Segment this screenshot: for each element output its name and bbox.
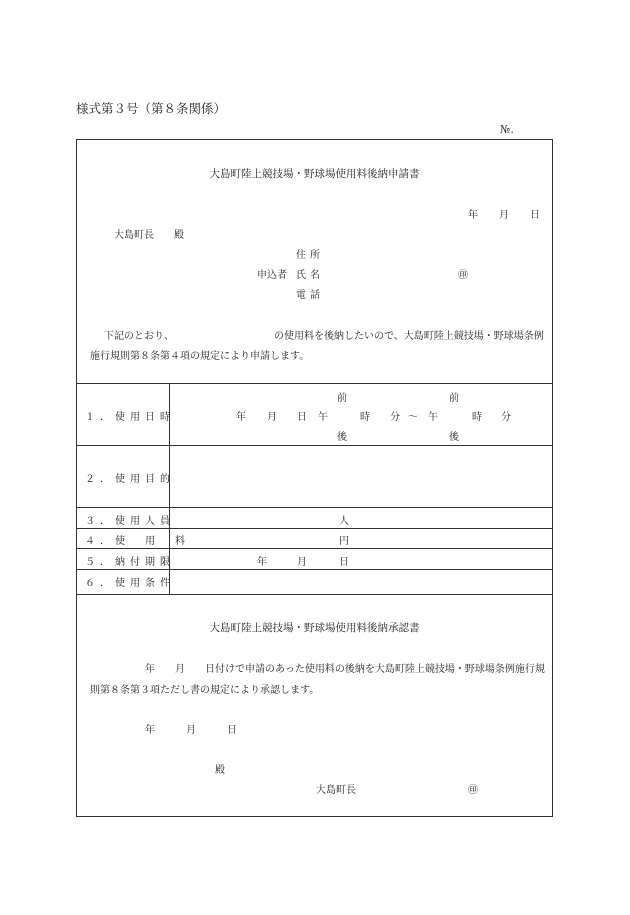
row-label-usage-fee: ４．使 用 料 — [85, 536, 190, 547]
approval-honorific: 殿 — [215, 765, 225, 776]
fee-unit: 円 — [339, 536, 349, 547]
addressee-honorific: 殿 — [174, 230, 184, 241]
row-divider — [77, 548, 552, 549]
time-range-tilde: 〜 — [408, 412, 418, 423]
approval-date-day: 日 — [227, 725, 237, 736]
application-date-year: 年 — [468, 210, 478, 221]
approval-title: 大島町陸上競技場・野球場使用料後納承認書 — [209, 622, 420, 634]
table-top-border — [77, 383, 552, 384]
start-am-label: 前 — [337, 393, 347, 404]
end-hour: 時 — [472, 412, 482, 423]
row-label-usage-people: ３．使用人員 — [85, 516, 175, 527]
datetime-month: 月 — [267, 412, 277, 423]
application-body-prefix: 下記のとおり、 — [104, 331, 174, 342]
row-label-usage-datetime: １．使用日時 — [85, 412, 175, 423]
applicant-seal: ㊞ — [458, 270, 468, 281]
end-minute: 分 — [501, 412, 511, 423]
approval-body-text: 日付けで申請のあった使用料の後納を大島町陸上競技場・野球場条例施行規 — [205, 664, 545, 675]
end-am-label: 前 — [449, 393, 459, 404]
row-label-payment-deadline: ５．納付期限 — [85, 557, 175, 568]
deadline-day: 日 — [339, 557, 349, 568]
application-title: 大島町陸上競技場・野球場使用料後納申請書 — [209, 168, 420, 180]
application-date-month: 月 — [499, 210, 509, 221]
applicant-label: 申込者 — [257, 270, 287, 281]
datetime-year: 年 — [236, 412, 246, 423]
addressee: 大島町長 — [114, 230, 154, 241]
start-minute: 分 — [390, 412, 400, 423]
row-label-usage-conditions: ６．使用条件 — [85, 578, 175, 589]
start-meridiem: 午 — [318, 412, 328, 423]
name-label: 氏名 — [296, 270, 324, 281]
approval-date-year: 年 — [145, 725, 155, 736]
row-label-usage-purpose: ２．使用目的 — [85, 474, 175, 485]
deadline-month: 月 — [297, 557, 307, 568]
row-divider — [77, 569, 552, 570]
form-frame — [76, 139, 553, 817]
deadline-year: 年 — [257, 557, 267, 568]
row-divider — [77, 507, 552, 508]
approval-issuer: 大島町長 — [316, 785, 356, 796]
start-pm-label: 後 — [337, 432, 347, 443]
address-label: 住所 — [296, 250, 324, 261]
end-meridiem: 午 — [428, 412, 438, 423]
approval-date-month: 月 — [186, 725, 196, 736]
people-unit: 人 — [339, 516, 349, 527]
phone-label: 電話 — [296, 290, 324, 301]
start-hour: 時 — [360, 412, 370, 423]
approval-body-month: 月 — [175, 664, 185, 675]
row-divider — [77, 528, 552, 529]
end-pm-label: 後 — [449, 432, 459, 443]
application-date-day: 日 — [530, 210, 540, 221]
number-label: №. — [500, 123, 514, 136]
application-body-line2: 施行規則第８条第４項の規定により申請します。 — [90, 351, 310, 362]
approval-body-year: 年 — [145, 664, 155, 675]
datetime-day: 日 — [297, 412, 307, 423]
approval-seal: ㊞ — [468, 785, 478, 796]
form-number: 様式第３号（第８条関係） — [76, 101, 227, 116]
row-divider — [77, 445, 552, 446]
application-body-suffix: の使用料を後納したいので、大島町陸上競技場・野球場条例 — [274, 331, 544, 342]
approval-body-line2: 則第８条第３項ただし書の規定により承認します。 — [90, 685, 320, 696]
table-bottom-border — [77, 594, 552, 595]
